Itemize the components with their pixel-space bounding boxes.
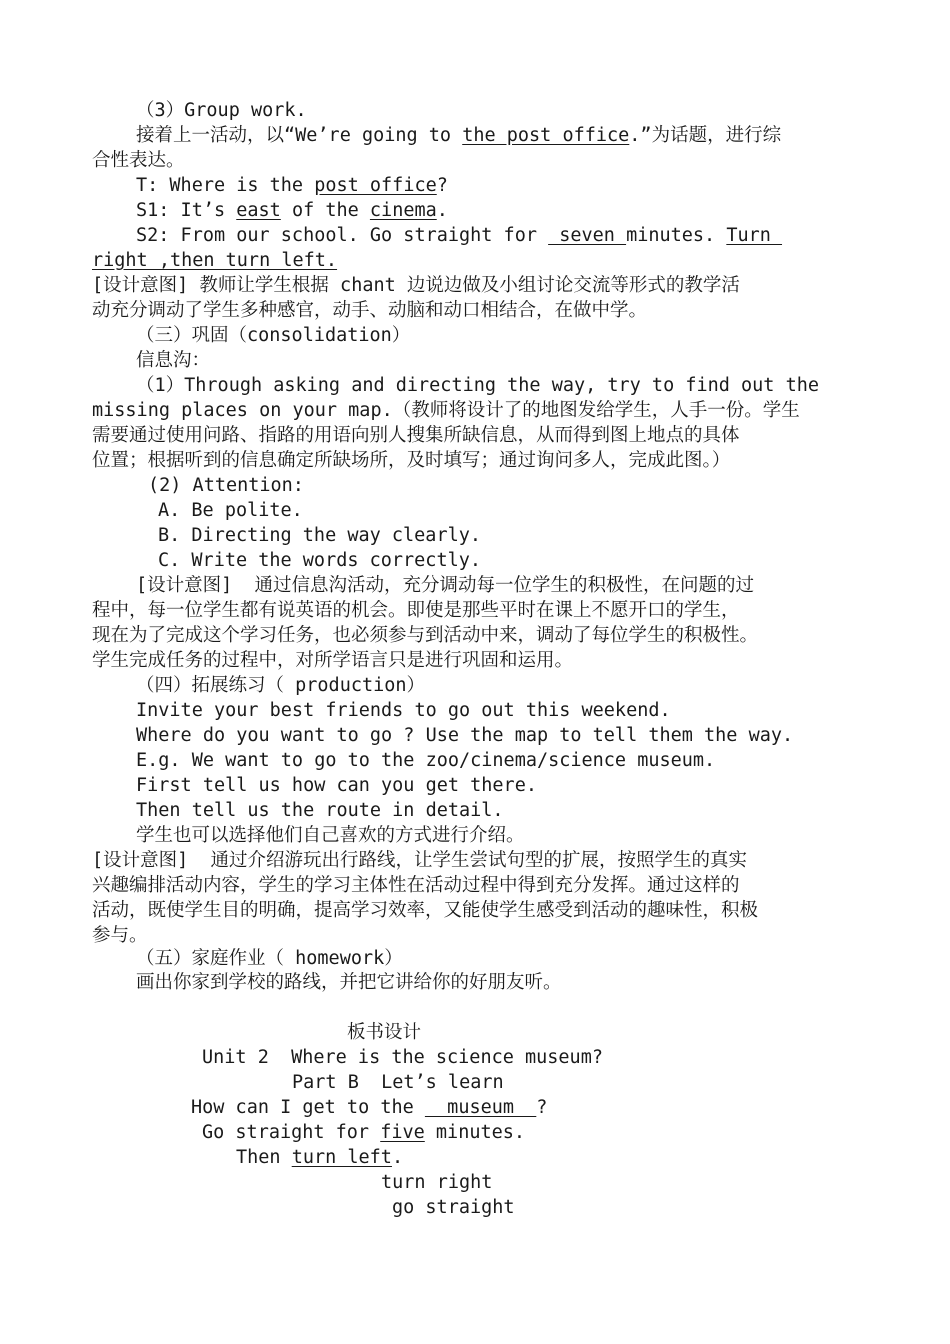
paragraph-line: First tell us how can you get there. xyxy=(136,775,537,796)
paragraph-line: Then tell us the route in detail. xyxy=(136,800,504,821)
section-heading: （三）巩固（consolidation） xyxy=(136,325,411,346)
underlined-text: right ,then turn left. xyxy=(92,250,338,271)
design-intent-line: 动充分调动了学生多种感官，动手、动脑和动口相结合，在做中学。 xyxy=(92,300,648,321)
paragraph-line: 合性表达。 xyxy=(92,150,185,171)
dialogue-line: T: Where is the post office? xyxy=(136,175,448,196)
list-item: A. Be polite. xyxy=(158,500,303,521)
underlined-text: post office xyxy=(314,175,437,196)
paragraph-line: 学生也可以选择他们自己喜欢的方式进行介绍。 xyxy=(136,825,525,846)
design-intent-line: 活动，既使学生目的明确，提高学习效率，又能使学生感受到活动的趣味性，积极 xyxy=(92,900,759,921)
design-intent-line: [设计意图] 教师让学生根据 chant 边说边做及小组讨论交流等形式的教学活 xyxy=(92,275,740,296)
paragraph-line: E.g. We want to go to the zoo/cinema/science museum. xyxy=(136,750,716,771)
group-work-heading: （3）Group work. xyxy=(136,100,307,121)
design-intent-line: 兴趣编排活动内容，学生的学习主体性在活动过程中得到充分发挥。通过这样的 xyxy=(92,875,740,896)
underlined-text: five xyxy=(380,1122,425,1143)
underlined-text: east xyxy=(236,200,281,221)
paragraph-line: missing places on your map.（教师将设计了的地图发给学生，人手一份。学生 xyxy=(92,400,800,421)
paragraph-line: 需要通过使用问路、指路的用语向别人搜集所缺信息，从而得到图上地点的具体 xyxy=(92,425,740,446)
underlined-text: seven xyxy=(548,225,627,246)
design-intent-line: 学生完成任务的过程中，对所学语言只是进行巩固和运用。 xyxy=(92,650,574,671)
design-intent-line: 程中，每一位学生都有说英语的机会。即使是那些平时在课上不愿开口的学生， xyxy=(92,600,740,621)
dialogue-line: S2: From our school. Go straight for seven minutes. Turn xyxy=(136,225,783,246)
section-heading: （四）拓展练习（ production） xyxy=(136,675,426,696)
list-item: B. Directing the way clearly. xyxy=(158,525,482,546)
board-line: turn right xyxy=(381,1172,493,1193)
design-intent-line: [设计意图] 通过介绍游玩出行路线，让学生尝试句型的扩展，按照学生的真实 xyxy=(92,850,748,871)
design-intent-line: 现在为了完成这个学习任务，也必须参与到活动中来，调动了每位学生的积极性。 xyxy=(92,625,759,646)
underlined-text: turn left xyxy=(291,1147,392,1168)
board-line: Part B Let’s learn xyxy=(292,1072,504,1093)
list-item: C. Write the words correctly. xyxy=(158,550,482,571)
board-line: go straight xyxy=(392,1197,515,1218)
attention-heading: (2) Attention: xyxy=(148,475,304,496)
board-design-title: 板书设计 xyxy=(347,1022,422,1043)
paragraph-line: Where do you want to go ? Use the map to tell them the way. xyxy=(136,725,794,746)
underlined-text: the post office xyxy=(462,125,630,146)
paragraph-line: Invite your best friends to go out this weekend. xyxy=(136,700,671,721)
design-intent-line: [设计意图] 通过信息沟活动，充分调动每一位学生的积极性，在问题的过 xyxy=(136,575,755,596)
subheading: 信息沟： xyxy=(136,350,211,371)
paragraph-line: （1）Through asking and directing the way, try to find out the xyxy=(136,375,820,396)
board-line: Then turn left. xyxy=(236,1147,404,1168)
underlined-text: Turn xyxy=(726,225,783,246)
board-line: How can I get to the museum ? xyxy=(191,1097,548,1118)
underlined-text: cinema xyxy=(369,200,437,221)
paragraph-line: 画出你家到学校的路线，并把它讲给你的好朋友听。 xyxy=(136,972,562,993)
section-heading: （五）家庭作业（ homework） xyxy=(136,948,403,969)
board-line: Unit 2 Where is the science museum? xyxy=(202,1047,603,1068)
dialogue-line xyxy=(92,248,337,273)
dialogue-line: S1: It’s east of the cinema. xyxy=(136,200,448,221)
board-line: Go straight for five minutes. xyxy=(202,1122,526,1143)
paragraph-line: 位置；根据听到的信息确定所缺场所，及时填写；通过询问多人，完成此图。） xyxy=(92,450,731,471)
design-intent-line: 参与。 xyxy=(92,925,148,946)
paragraph-line: 接着上一活动，以“We’re going to the post office.”为话题，进行综 xyxy=(136,125,782,146)
underlined-text: museum xyxy=(424,1097,537,1118)
